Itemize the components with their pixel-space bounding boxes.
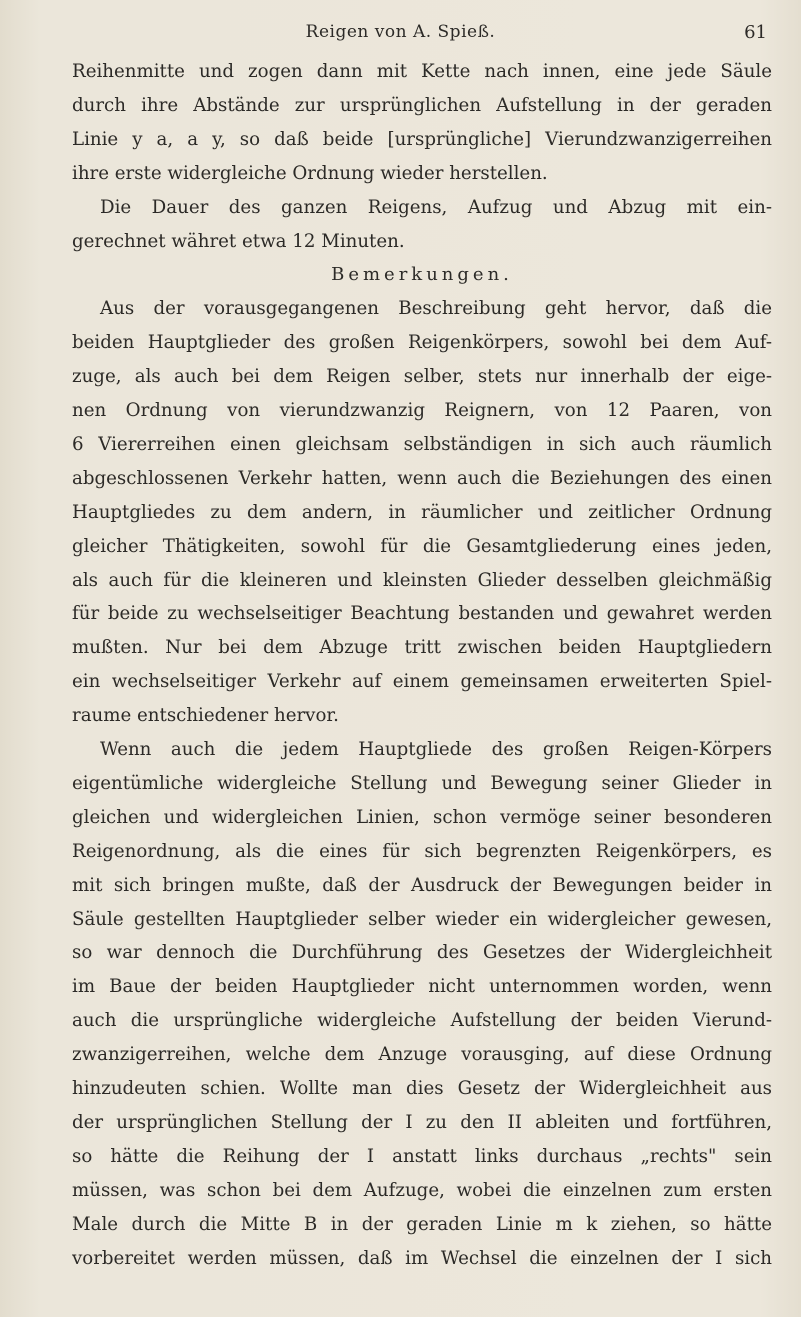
- text-line: so hätte die Reihung der I anstatt links durchaus „rechts" sein: [72, 1145, 772, 1167]
- text-line: im Baue der beiden Hauptglieder nicht unternommen worden, wenn: [72, 976, 772, 998]
- text-line: raume entschiedener hervor.: [72, 705, 339, 727]
- text-line: nen Ordnung von vierundzwanzig Reignern, von 12 Paaren, von: [72, 400, 772, 421]
- text-line: beiden Hauptglieder des großen Reigenkörpers, sowohl bei dem Auf-: [72, 332, 772, 354]
- text-line: für beide zu wechselseitiger Beachtung bestanden und gewahret werden: [72, 603, 772, 625]
- text-line: ein wechselseitiger Verkehr auf einem gemeinsamen erweiterten Spiel-: [72, 671, 772, 693]
- text-line: auch die ursprüngliche widergleiche Aufstellung der beiden Vierund-: [72, 1010, 772, 1032]
- text-line: 6 Viererreihen einen gleichsam selbständigen in sich auch räumlich: [72, 433, 772, 455]
- text-line: der ursprünglichen Stellung der I zu den II ableiten und fortführen,: [72, 1111, 772, 1133]
- text-line: zwanzigerreihen, welche dem Anzuge vorausging, auf diese Ordnung: [72, 1044, 772, 1066]
- body-text: [72, 58, 772, 1308]
- text-line: hinzudeuten schien. Wollte man dies Gesetz der Widergleichheit aus: [72, 1078, 772, 1099]
- text-line: durch ihre Abstände zur ursprünglichen Aufstellung in der geraden: [72, 94, 772, 116]
- section-heading: Bemerkungen.: [331, 264, 513, 286]
- text-line: eigentümliche widergleiche Stellung und Bewegung seiner Glieder in: [72, 772, 772, 794]
- text-line: so war dennoch die Durchführung des Gesetzes der Widergleichheit: [72, 942, 772, 964]
- text-line: Wenn auch die jedem Hauptgliede des großen Reigen-Körpers: [100, 739, 772, 760]
- text-line: Die Dauer des ganzen Reigens, Aufzug und Abzug mit ein-: [100, 196, 772, 218]
- page-number: 61: [744, 22, 767, 43]
- text-line: vorbereitet werden müssen, daß im Wechsel die einzelnen der I sich: [72, 1247, 772, 1269]
- text-line: Linie y a, a y, so daß beide [ursprüngliche] Vierundzwanzigerreihen: [72, 128, 772, 150]
- text-line: Reihenmitte und zogen dann mit Kette nach innen, eine jede Säule: [72, 61, 772, 82]
- text-line: Male durch die Mitte B in der geraden Linie m k ziehen, so hätte: [72, 1213, 772, 1235]
- text-line: als auch für die kleineren und kleinsten Glieder desselben gleichmäßig: [72, 569, 772, 591]
- text-line: Säule gestellten Hauptglieder selber wieder ein widergleicher gewesen,: [72, 908, 772, 930]
- text-line: gleichen und widergleichen Linien, schon vermöge seiner besonderen: [72, 806, 772, 828]
- text-line: zuge, als auch bei dem Reigen selber, stets nur innerhalb der eige-: [72, 366, 772, 388]
- text-line: gleicher Thätigkeiten, sowohl für die Gesamtgliederung eines jeden,: [72, 535, 772, 557]
- text-line: Reigenordnung, als die eines für sich begrenzten Reigenkörpers, es: [72, 840, 772, 862]
- text-line: mit sich bringen mußte, daß der Ausdruck der Bewegungen beider in: [72, 874, 772, 896]
- text-line: abgeschlossenen Verkehr hatten, wenn auch die Beziehungen des einen: [72, 467, 772, 489]
- text-line: ihre erste widergleiche Ordnung wieder herstellen.: [72, 162, 548, 184]
- text-line: Aus der vorausgegangenen Beschreibung geht hervor, daß die: [100, 298, 772, 320]
- text-line: Hauptgliedes zu dem andern, in räumlicher und zeitlicher Ordnung: [72, 501, 772, 523]
- running-title: Reigen von A. Spieß.: [305, 22, 496, 42]
- text-line: müssen, was schon bei dem Aufzuge, wobei die einzelnen zum ersten: [72, 1179, 772, 1201]
- text-line: gerechnet währet etwa 12 Minuten.: [72, 230, 405, 252]
- running-head: [0, 22, 801, 50]
- text-line: mußten. Nur bei dem Abzuge tritt zwischen beiden Hauptgliedern: [72, 637, 772, 659]
